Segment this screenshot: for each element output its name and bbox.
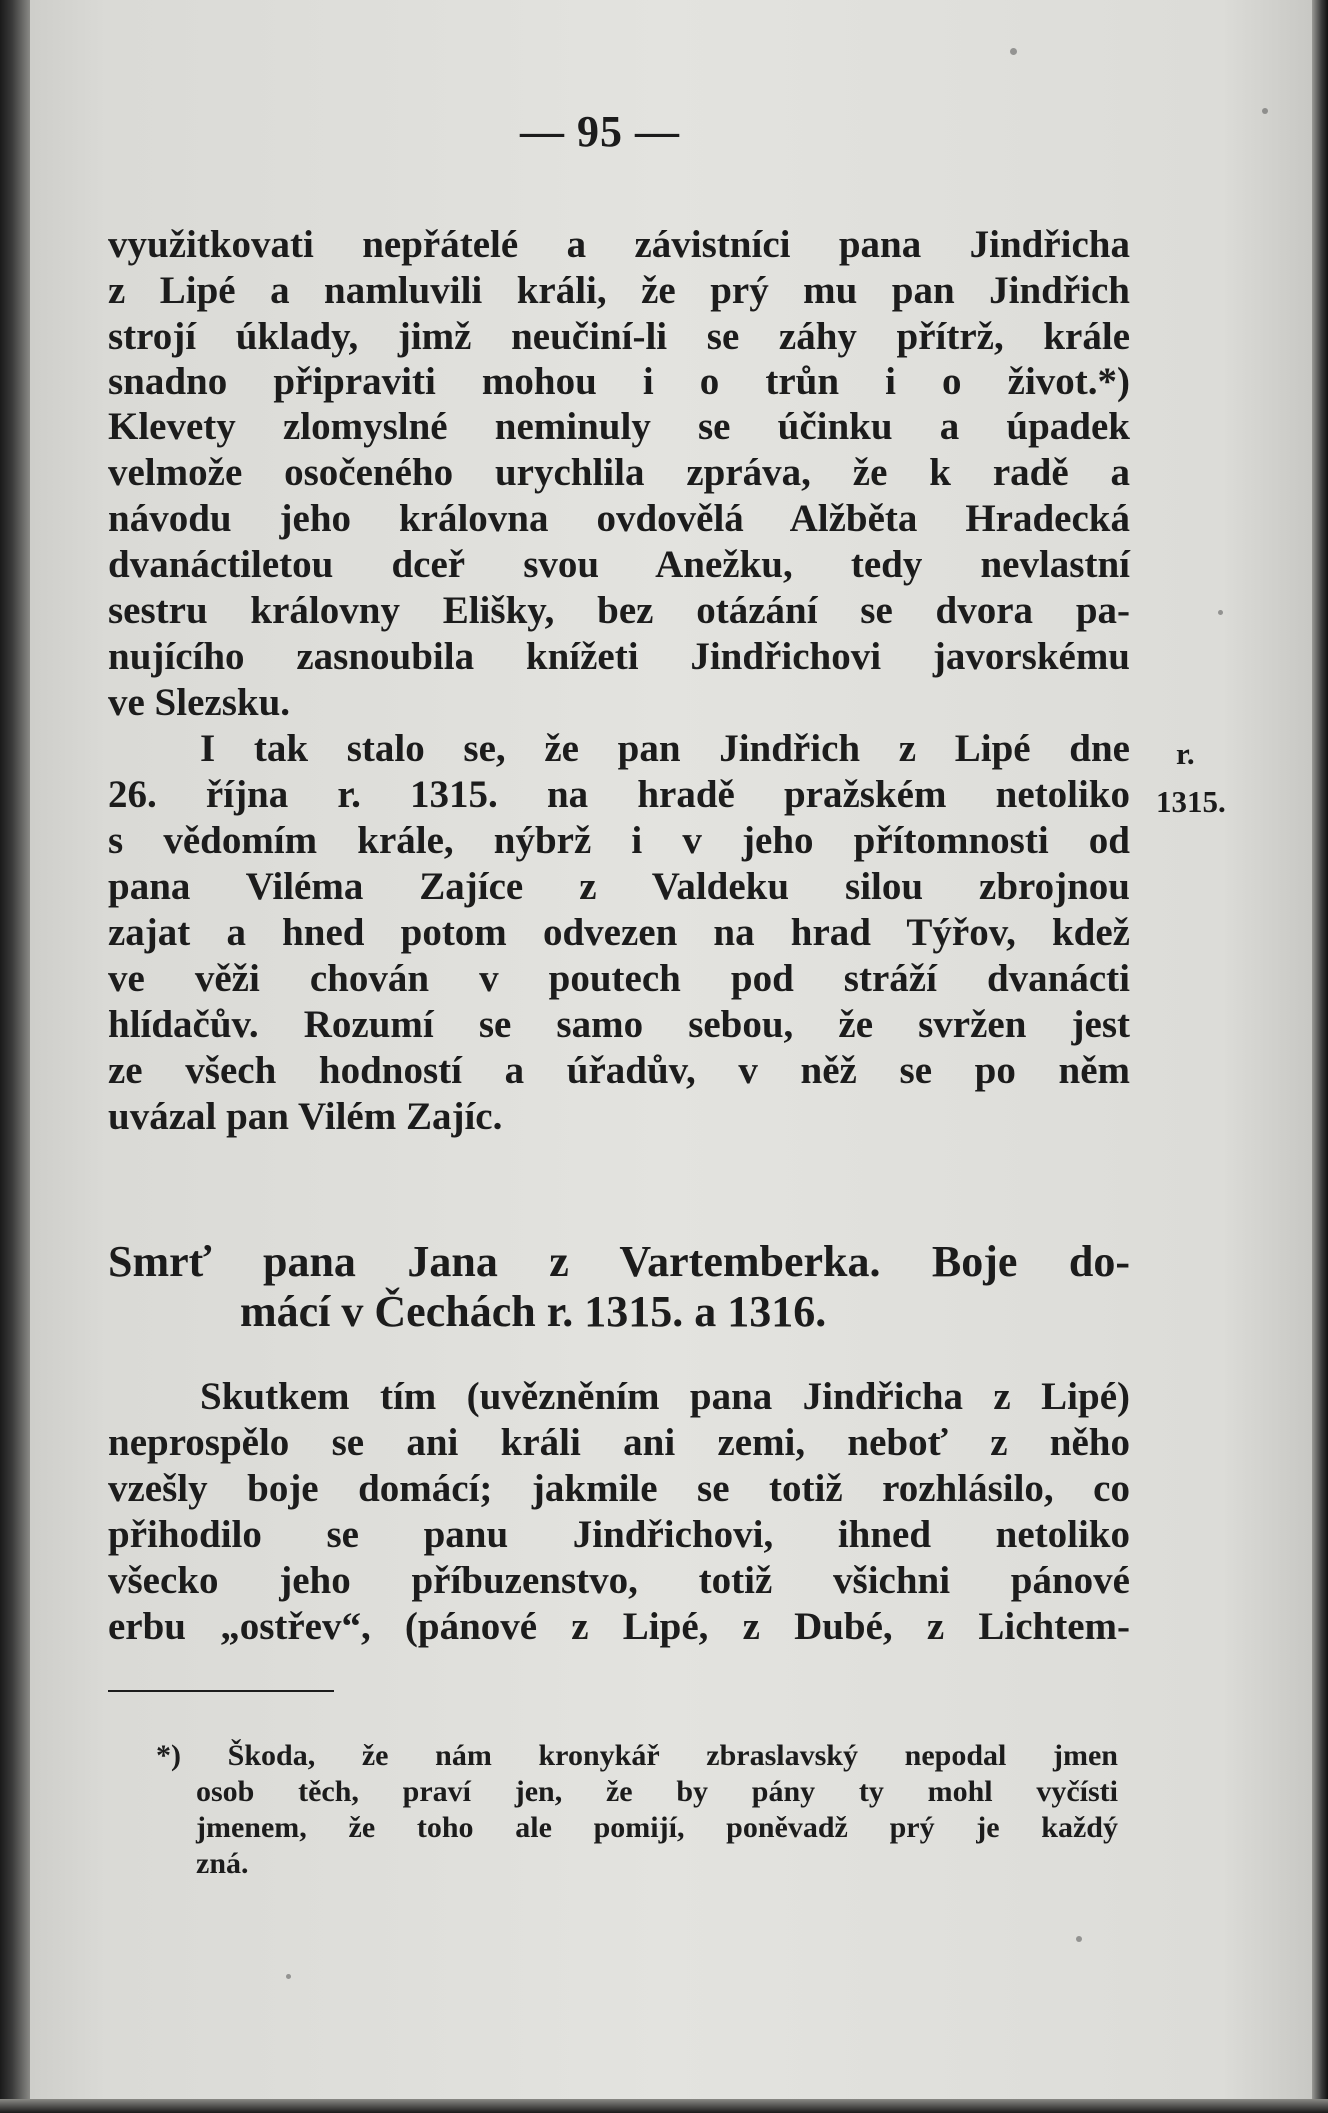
paragraph-1-line-10: nujícího zasnoubila knížeti Jindřichovi javorskému	[108, 635, 1130, 678]
paragraph-1-line-11: ve Slezsku.	[108, 681, 291, 724]
paragraph-2-line-3: s vědomím krále, nýbrž i v jeho přítomnosti od	[108, 819, 1130, 862]
margin-note-year: 1315.	[1156, 784, 1226, 819]
paper-speck	[1262, 108, 1268, 114]
paper-speck	[286, 1974, 291, 1979]
paragraph-1-line-5: Klevety zlomyslné neminuly se účinku a úpadek	[108, 405, 1130, 448]
page-number: — 95 —	[520, 107, 680, 156]
paragraph-3-line-6: erbu „ostřev“, (pánové z Lipé, z Dubé, z Lichtem-	[108, 1605, 1130, 1648]
paragraph-1-line-9: sestru královny Elišky, bez otázání se dvora pa-	[108, 589, 1130, 632]
paragraph-1-line-8: dvanáctiletou dceř svou Anežku, tedy nevlastní	[108, 543, 1130, 586]
footnote-line-1: *) Škoda, že nám kronykář zbraslavský nepodal jmen	[156, 1739, 1118, 1772]
page-right-edge	[1312, 0, 1328, 2113]
paper-speck	[1218, 610, 1223, 615]
paragraph-3-line-5: všecko jeho příbuzenstvo, totiž všichni pánové	[108, 1559, 1130, 1602]
paragraph-3-line-3: vzešly boje domácí; jakmile se totiž rozhlásilo, co	[108, 1467, 1130, 1510]
paragraph-2-line-8: ze všech hodností a úřadův, v něž se po něm	[108, 1049, 1130, 1092]
paragraph-2-line-9: uvázal pan Vilém Zajíc.	[108, 1095, 503, 1138]
paragraph-1-line-6: velmože osočeného urychlila zpráva, že k radě a	[108, 451, 1130, 494]
paragraph-2-line-1: I tak stalo se, že pan Jindřich z Lipé dne	[200, 727, 1130, 770]
paragraph-3-line-4: přihodilo se panu Jindřichovi, ihned netoliko	[108, 1513, 1130, 1556]
paragraph-1-line-1: využitkovati nepřátelé a závistníci pana Jindřicha	[108, 223, 1130, 266]
footnote-rule	[108, 1690, 334, 1692]
page-left-edge	[0, 0, 30, 2113]
footnote-line-2: osob těch, praví jen, že by pány ty mohl vyčísti	[196, 1775, 1118, 1808]
paragraph-2-line-2: 26. října r. 1315. na hradě pražském netoliko	[108, 773, 1130, 816]
paragraph-2-line-7: hlídačův. Rozumí se samo sebou, že svržen jest	[108, 1003, 1130, 1046]
paragraph-1-line-3: strojí úklady, jimž neučiní-li se záhy přítrž, krále	[108, 315, 1130, 358]
margin-note-year-prefix: r.	[1176, 736, 1195, 771]
paragraph-2-line-6: ve věži chován v poutech pod stráží dvanácti	[108, 957, 1130, 1000]
footnote-line-3: jmenem, že toho ale pomijí, poněvadž prý je každý	[196, 1811, 1118, 1844]
paragraph-2-line-4: pana Viléma Zajíce z Valdeku silou zbrojnou	[108, 865, 1130, 908]
section-heading-line-1: Smrť pana Jana z Vartemberka. Boje do-	[108, 1237, 1130, 1286]
paragraph-1-line-7: návodu jeho královna ovdovělá Alžběta Hradecká	[108, 497, 1130, 540]
section-heading-line-2: mácí v Čechách r. 1315. a 1316.	[240, 1287, 827, 1336]
paragraph-3-line-2: neprospělo se ani králi ani zemi, neboť z něho	[108, 1421, 1130, 1464]
footnote-line-4: zná.	[196, 1847, 249, 1880]
page-bottom-edge	[0, 2099, 1328, 2113]
paragraph-3-line-1: Skutkem tím (uvězněním pana Jindřicha z Lipé)	[200, 1375, 1130, 1418]
paragraph-2-line-5: zajat a hned potom odvezen na hrad Týřov, kdež	[108, 911, 1130, 954]
paper-speck	[1076, 1936, 1082, 1942]
paragraph-1-line-2: z Lipé a namluvili králi, že prý mu pan Jindřich	[108, 269, 1130, 312]
paragraph-1-line-4: snadno připraviti mohou i o trůn i o život.*)	[108, 360, 1130, 403]
paper-speck	[1010, 48, 1017, 55]
